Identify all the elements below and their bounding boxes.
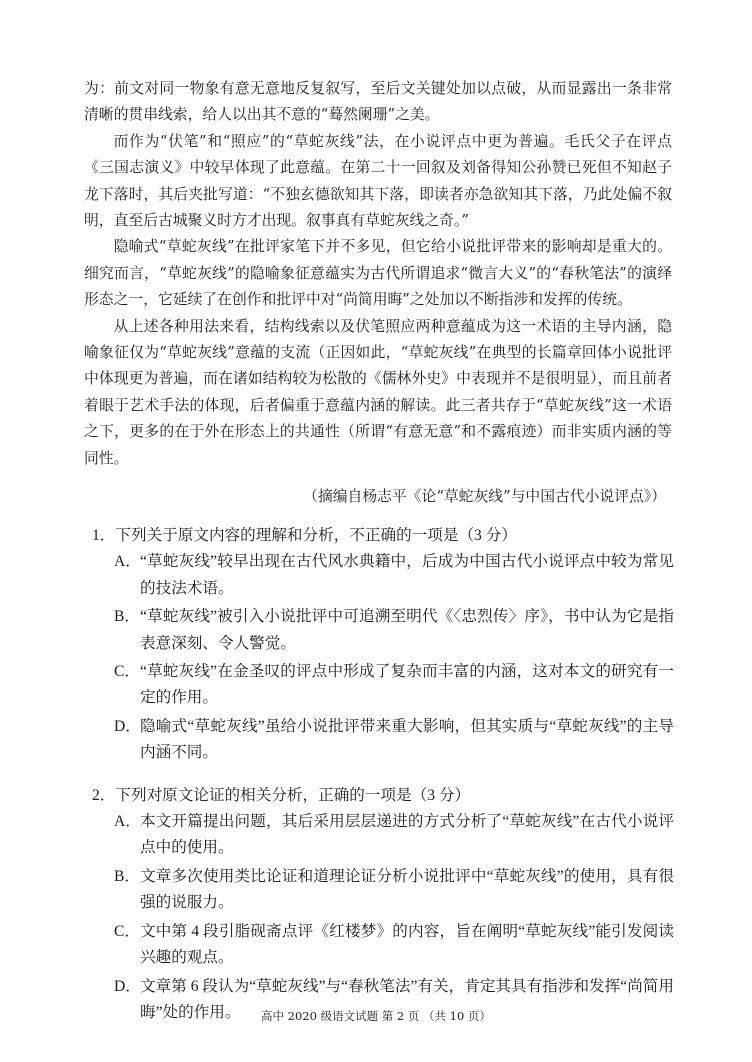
option-letter: A． bbox=[114, 813, 141, 831]
option-text: “草蛇灰线”在金圣叹的评点中形成了复杂而丰富的内涵，这对本文的研究有一定的作用。 bbox=[140, 663, 674, 707]
passage-paragraph: 而作为“伏笔”和“照应”的“草蛇灰线”法，在小说评点中更为普遍。毛氏父子在评点《三国志演义》中较早体现了此意蕴。在第二十一回叙及刘备得知公孙赞已死但不知赵子龙下落时，其后夹批写道：“不独玄德欲知其下落，即读者亦急欲知其下落，乃此处偏不叙明，直至后古城聚义时方才出现。叙事真有草蛇灰线之奇。” bbox=[84, 132, 672, 230]
passage-paragraph: 为：前文对同一物象有意无意地反复叙写，至后文关键处加以点破，从而显露出一条非常清晰的贯串线索，给人以出其不意的“蓦然阑珊”之美。 bbox=[84, 80, 672, 124]
option-letter: D． bbox=[114, 717, 141, 735]
question-2 bbox=[84, 783, 674, 1027]
option-text: 隐喻式“草蛇灰线”虽给小说批评带来重大影响，但其实质与“草蛇灰线”的主导内涵不同。 bbox=[140, 717, 674, 762]
option-text: 文章第 6 段认为“草蛇灰线”与“春秋笔法”有关，肯定其具有指涉和发挥“尚简用晦”处的作用。 bbox=[140, 977, 674, 1021]
option-letter: D． bbox=[114, 977, 141, 995]
option-a bbox=[84, 549, 674, 602]
option-letter: C． bbox=[114, 663, 140, 681]
passage-source: （摘编自杨志平《论“草蛇灰线”与中国古代小说评点》） bbox=[303, 488, 666, 505]
option-text: “草蛇灰线”较早出现在古代风水典籍中，后成为中国古代小说评点中较为常见的技法术语。 bbox=[140, 553, 674, 597]
passage-paragraph: 隐喻式“草蛇灰线”在批评家笔下并不多见，但它给小说批评带来的影响却是重大的。细究而言，“草蛇灰线”的隐喻象征意蕴实为古代所谓追求“微言大义”的“春秋笔法”的演绎形态之一，它延续了在创作和批评中对“尚简用晦”之处加以不断指涉和发挥的传统。 bbox=[84, 238, 672, 309]
option-text: 文章多次使用类比论证和道理论证分析小说批评中“草蛇灰线”的使用，具有很强的说服力。 bbox=[140, 867, 674, 912]
option-b bbox=[84, 864, 674, 917]
question-stem: 2．下列对原文论证的相关分析，正确的一项是（3 分） bbox=[92, 786, 471, 804]
option-letter: A． bbox=[114, 553, 141, 571]
option-letter: C． bbox=[114, 922, 140, 940]
option-letter: B． bbox=[114, 867, 140, 885]
option-text: 本文开篇提出问题，其后采用层层递进的方式分析了“草蛇灰线”在古代小说评点中的使用。 bbox=[140, 813, 674, 857]
option-b bbox=[84, 604, 674, 657]
question-stem: 1．下列关于原文内容的理解和分析，不正确的一项是（3 分） bbox=[92, 527, 517, 544]
page-footer: 高中 2020 级语文试题 第 2 页 （共 10 页） bbox=[261, 1009, 491, 1023]
question-1 bbox=[84, 523, 674, 767]
option-c bbox=[84, 659, 674, 712]
reading-passage bbox=[84, 76, 672, 472]
option-text: “草蛇灰线”被引入小说批评中可追溯至明代《〈忠烈传〉序》，书中认为它是指表意深刻、令人警觉。 bbox=[140, 608, 674, 652]
option-c bbox=[84, 919, 674, 972]
option-letter: B． bbox=[114, 608, 140, 626]
passage-paragraph: 从上述各种用法来看，结构线索以及伏笔照应两种意蕴成为这一术语的主导内涵，隐喻象征仅为“草蛇灰线”意蕴的支流（正因如此，“草蛇灰线”在典型的长篇章回体小说批评中体现更为普遍，而在诸如结构较为松散的《儒林外史》中表现并不是很明显），而且前者着眼于艺术手法的体现，后者偏重于意蕴内涵的解读。此三者共存于“草蛇灰线”这一术语之下，更多的在于外在形态上的共通性（所谓“有意无意”和不露痕迹）而非实质内涵的等同性。 bbox=[84, 317, 672, 467]
option-text: 文中第 4 段引脂砚斋点评《红楼梦》的内容，旨在阐明“草蛇灰线”能引发阅读兴趣的观点。 bbox=[140, 922, 674, 967]
question-list bbox=[84, 523, 674, 1026]
option-d bbox=[84, 714, 674, 767]
option-a bbox=[84, 809, 674, 862]
